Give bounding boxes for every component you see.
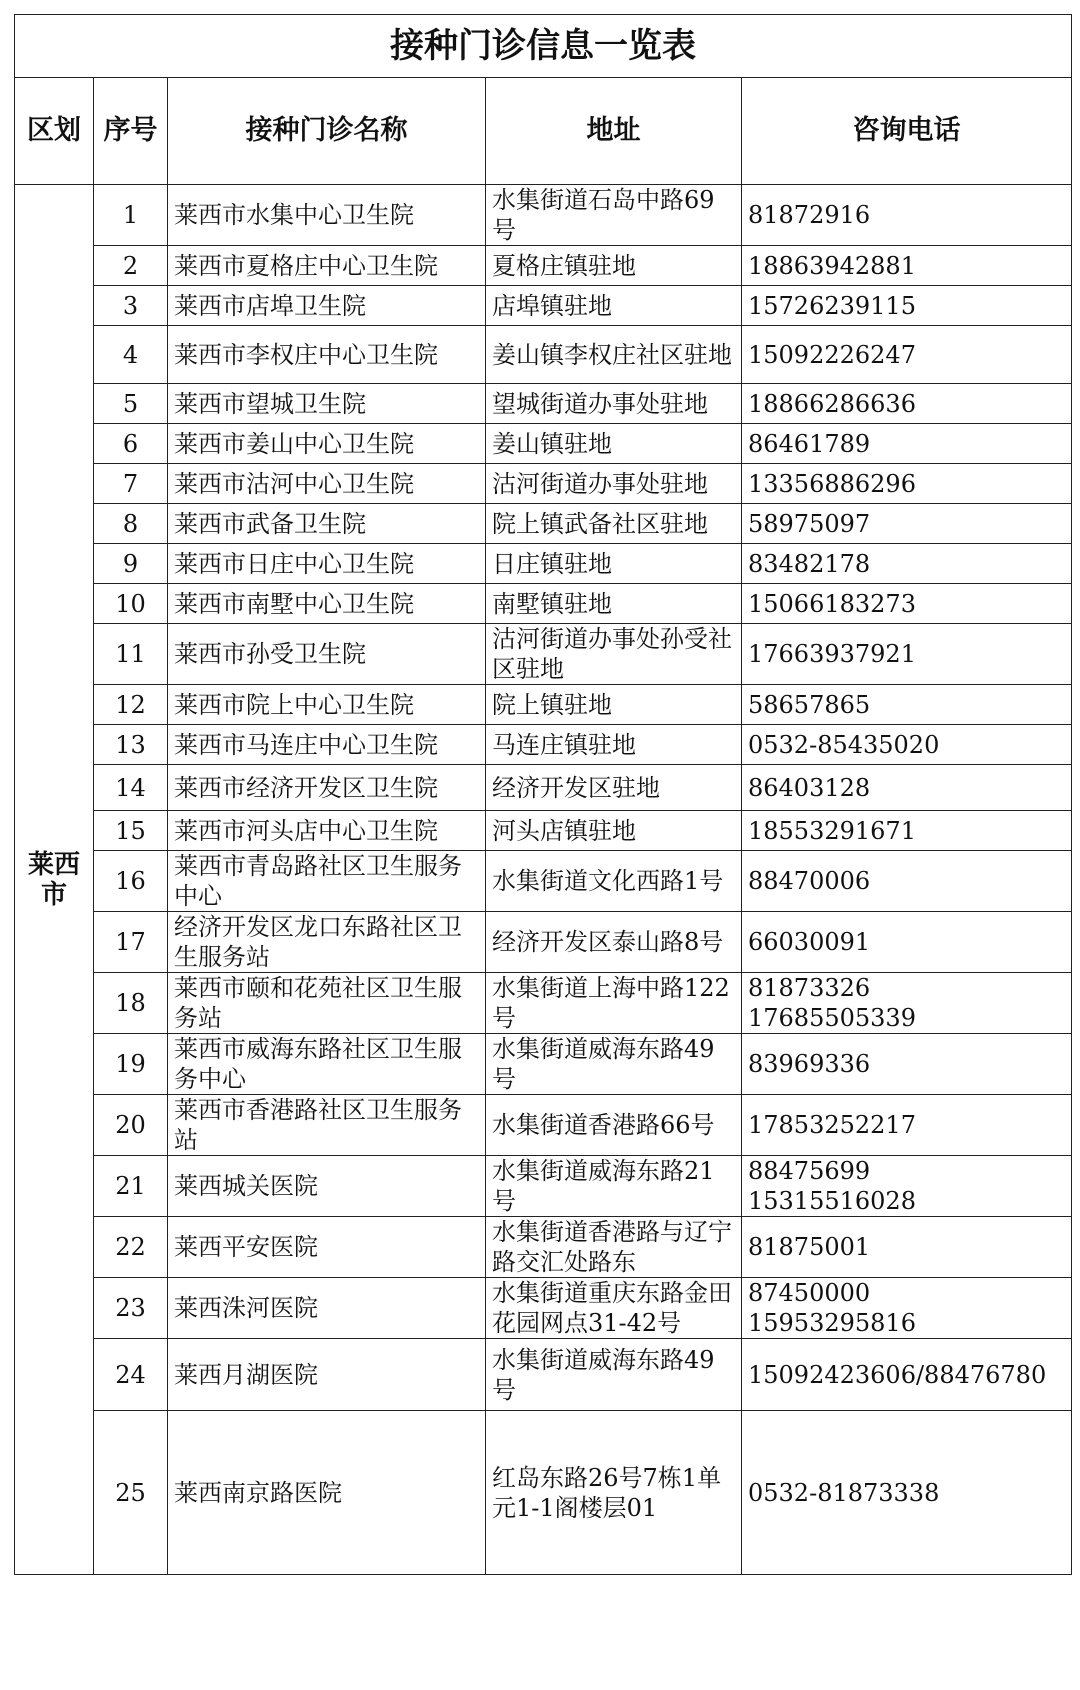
clinic-name: 莱西城关医院 <box>168 1156 486 1217</box>
clinic-phone <box>742 384 1072 424</box>
clinic-phone <box>742 286 1072 326</box>
row-index: 20 <box>94 1095 168 1156</box>
clinic-address: 水集街道威海东路49号 <box>486 1339 742 1411</box>
table-row <box>15 1339 1072 1411</box>
row-index: 5 <box>94 384 168 424</box>
table-row <box>15 765 1072 811</box>
row-index: 23 <box>94 1278 168 1339</box>
phone-primary: 18866286636 <box>748 389 916 418</box>
clinic-name: 莱西市南墅中心卫生院 <box>168 584 486 624</box>
phone-primary: 66030091 <box>748 928 871 956</box>
phone-primary: 88475699 <box>748 1157 871 1185</box>
phone-primary: 88470006 <box>748 867 871 895</box>
clinic-phone <box>742 765 1072 811</box>
row-index: 24 <box>94 1339 168 1411</box>
phone-primary: 58657865 <box>748 690 871 719</box>
clinic-name: 莱西市望城卫生院 <box>168 384 486 424</box>
clinic-phone <box>742 1034 1072 1095</box>
clinic-phone <box>742 1339 1072 1411</box>
clinic-address: 河头店镇驻地 <box>486 811 742 851</box>
clinic-phone <box>742 912 1072 973</box>
clinic-address: 水集街道威海东路21号 <box>486 1156 742 1217</box>
phone-primary: 15726239115 <box>748 291 916 320</box>
row-index: 18 <box>94 973 168 1034</box>
table-row <box>15 1095 1072 1156</box>
clinic-name: 莱西市沽河中心卫生院 <box>168 464 486 504</box>
clinic-address: 经济开发区泰山路8号 <box>486 912 742 973</box>
row-index: 1 <box>94 185 168 246</box>
table-row <box>15 584 1072 624</box>
clinic-address: 沽河街道办事处驻地 <box>486 464 742 504</box>
clinic-address: 院上镇驻地 <box>486 685 742 725</box>
clinic-phone <box>742 424 1072 464</box>
clinic-phone <box>742 464 1072 504</box>
clinic-address: 马连庄镇驻地 <box>486 725 742 765</box>
clinic-address: 水集街道香港路66号 <box>486 1095 742 1156</box>
clinic-phone <box>742 1156 1072 1217</box>
row-index: 25 <box>94 1411 168 1575</box>
clinic-name: 经济开发区龙口东路社区卫生服务站 <box>168 912 486 973</box>
title-row <box>15 15 1072 78</box>
header-row <box>15 78 1072 185</box>
region-cell: 莱西市 <box>15 185 94 1575</box>
clinic-address: 望城街道办事处驻地 <box>486 384 742 424</box>
phone-primary: 15092423606/88476780 <box>748 1360 1047 1389</box>
clinic-phone <box>742 1411 1072 1575</box>
phone-secondary: 15953295816 <box>748 1309 916 1337</box>
table-row <box>15 464 1072 504</box>
phone-primary: 13356886296 <box>748 469 916 498</box>
phone-secondary: 17685505339 <box>748 1004 916 1032</box>
clinic-name: 莱西平安医院 <box>168 1217 486 1278</box>
clinic-address: 日庄镇驻地 <box>486 544 742 584</box>
table-row <box>15 624 1072 685</box>
phone-primary: 58975097 <box>748 509 871 538</box>
clinic-address: 店埠镇驻地 <box>486 286 742 326</box>
row-index: 9 <box>94 544 168 584</box>
row-index: 2 <box>94 246 168 286</box>
table-row <box>15 1411 1072 1575</box>
clinic-phone <box>742 1278 1072 1339</box>
clinic-address: 水集街道文化西路1号 <box>486 851 742 912</box>
clinic-phone <box>742 685 1072 725</box>
phone-primary: 81872916 <box>748 201 871 229</box>
clinic-address: 经济开发区驻地 <box>486 765 742 811</box>
clinic-name: 莱西市孙受卫生院 <box>168 624 486 685</box>
clinic-name: 莱西市青岛路社区卫生服务中心 <box>168 851 486 912</box>
clinic-address: 姜山镇李权庄社区驻地 <box>486 326 742 384</box>
clinic-phone <box>742 584 1072 624</box>
row-index: 21 <box>94 1156 168 1217</box>
clinic-name: 莱西市店埠卫生院 <box>168 286 486 326</box>
table-title: 接种门诊信息一览表 <box>15 15 1072 78</box>
clinic-phone <box>742 624 1072 685</box>
table-row <box>15 851 1072 912</box>
clinic-address: 院上镇武备社区驻地 <box>486 504 742 544</box>
row-index: 10 <box>94 584 168 624</box>
row-index: 12 <box>94 685 168 725</box>
row-index: 16 <box>94 851 168 912</box>
header-address: 地址 <box>486 78 742 185</box>
row-index: 22 <box>94 1217 168 1278</box>
table-row <box>15 504 1072 544</box>
clinic-address: 红岛东路26号7栋1单元1-1阁楼层01 <box>486 1411 742 1575</box>
header-region: 区划 <box>15 78 94 185</box>
clinic-name: 莱西市香港路社区卫生服务站 <box>168 1095 486 1156</box>
clinic-phone <box>742 326 1072 384</box>
table-row <box>15 544 1072 584</box>
clinic-phone <box>742 544 1072 584</box>
table-row <box>15 286 1072 326</box>
clinic-phone <box>742 1217 1072 1278</box>
phone-primary: 18863942881 <box>748 251 916 280</box>
phone-primary: 17663937921 <box>748 640 916 668</box>
clinic-address: 沽河街道办事处孙受社区驻地 <box>486 624 742 685</box>
clinic-name: 莱西市日庄中心卫生院 <box>168 544 486 584</box>
phone-secondary: 15315516028 <box>748 1187 916 1215</box>
clinic-phone <box>742 811 1072 851</box>
row-index: 8 <box>94 504 168 544</box>
row-index: 7 <box>94 464 168 504</box>
phone-primary: 81873326 <box>748 974 871 1002</box>
phone-primary: 15092226247 <box>748 340 916 369</box>
header-name: 接种门诊名称 <box>168 78 486 185</box>
row-index: 14 <box>94 765 168 811</box>
clinic-name: 莱西南京路医院 <box>168 1411 486 1575</box>
table-row <box>15 973 1072 1034</box>
clinic-name: 莱西市姜山中心卫生院 <box>168 424 486 464</box>
clinic-address: 夏格庄镇驻地 <box>486 246 742 286</box>
table-row <box>15 424 1072 464</box>
table-row <box>15 1034 1072 1095</box>
table-row <box>15 246 1072 286</box>
row-index: 3 <box>94 286 168 326</box>
clinic-name: 莱西洙河医院 <box>168 1278 486 1339</box>
row-index: 13 <box>94 725 168 765</box>
clinic-phone <box>742 973 1072 1034</box>
clinic-address: 水集街道威海东路49号 <box>486 1034 742 1095</box>
table-row <box>15 1278 1072 1339</box>
clinic-phone <box>742 725 1072 765</box>
clinic-address: 姜山镇驻地 <box>486 424 742 464</box>
table-row <box>15 185 1072 246</box>
clinic-name: 莱西市威海东路社区卫生服务中心 <box>168 1034 486 1095</box>
phone-primary: 83482178 <box>748 549 871 578</box>
clinic-phone <box>742 185 1072 246</box>
table-row <box>15 1156 1072 1217</box>
clinic-phone <box>742 1095 1072 1156</box>
table-row <box>15 384 1072 424</box>
table-row <box>15 1217 1072 1278</box>
table-row <box>15 685 1072 725</box>
row-index: 19 <box>94 1034 168 1095</box>
clinic-address: 南墅镇驻地 <box>486 584 742 624</box>
clinic-name: 莱西市河头店中心卫生院 <box>168 811 486 851</box>
clinic-address: 水集街道石岛中路69号 <box>486 185 742 246</box>
phone-primary: 87450000 <box>748 1279 871 1307</box>
row-index: 17 <box>94 912 168 973</box>
clinic-table <box>14 14 1072 1575</box>
clinic-name: 莱西市水集中心卫生院 <box>168 185 486 246</box>
clinic-phone <box>742 851 1072 912</box>
clinic-name: 莱西月湖医院 <box>168 1339 486 1411</box>
row-index: 6 <box>94 424 168 464</box>
table-row <box>15 326 1072 384</box>
row-index: 15 <box>94 811 168 851</box>
clinic-name: 莱西市颐和花苑社区卫生服务站 <box>168 973 486 1034</box>
table-row <box>15 725 1072 765</box>
clinic-address: 水集街道香港路与辽宁路交汇处路东 <box>486 1217 742 1278</box>
clinic-phone <box>742 504 1072 544</box>
header-phone: 咨询电话 <box>742 78 1072 185</box>
phone-primary: 17853252217 <box>748 1111 916 1139</box>
phone-primary: 86461789 <box>748 429 871 458</box>
clinic-name: 莱西市李权庄中心卫生院 <box>168 326 486 384</box>
header-index: 序号 <box>94 78 168 185</box>
clinic-address: 水集街道上海中路122号 <box>486 973 742 1034</box>
clinic-phone <box>742 246 1072 286</box>
phone-primary: 86403128 <box>748 773 871 802</box>
phone-primary: 0532-81873338 <box>748 1478 940 1507</box>
phone-primary: 81875001 <box>748 1233 871 1261</box>
clinic-name: 莱西市夏格庄中心卫生院 <box>168 246 486 286</box>
phone-primary: 18553291671 <box>748 816 916 845</box>
phone-primary: 15066183273 <box>748 589 916 618</box>
row-index: 11 <box>94 624 168 685</box>
clinic-name: 莱西市院上中心卫生院 <box>168 685 486 725</box>
clinic-address: 水集街道重庆东路金田花园网点31-42号 <box>486 1278 742 1339</box>
table-row <box>15 912 1072 973</box>
clinic-name: 莱西市马连庄中心卫生院 <box>168 725 486 765</box>
row-index: 4 <box>94 326 168 384</box>
phone-primary: 0532-85435020 <box>748 730 940 759</box>
table-row <box>15 811 1072 851</box>
clinic-name: 莱西市经济开发区卫生院 <box>168 765 486 811</box>
clinic-name: 莱西市武备卫生院 <box>168 504 486 544</box>
phone-primary: 83969336 <box>748 1050 871 1078</box>
